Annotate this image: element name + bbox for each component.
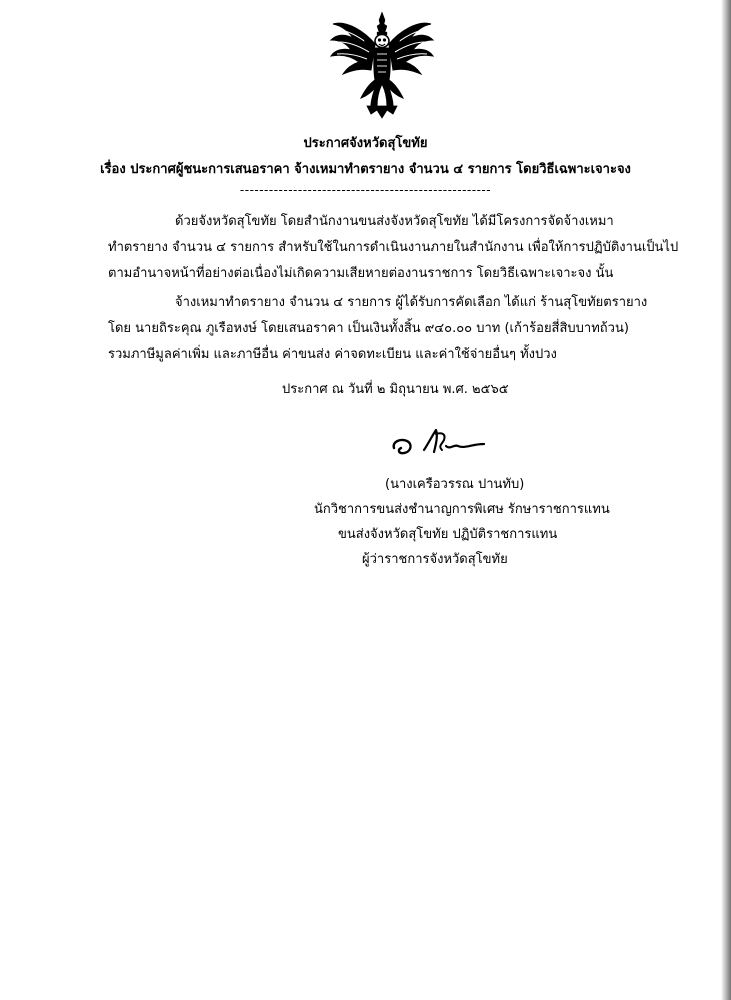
signatory-position-line: ขนส่งจังหวัดสุโขทัย ปฏิบัติราชการแทน [338,527,558,542]
scan-edge-shadow [721,0,731,1000]
paragraph-2-line: จ้างเหมาทำตรายาง จำนวน ๔ รายการ ผู้ได้รับการคัดเลือก ได้แก่ ร้านสุโขทัยตรายาง [175,295,648,310]
paragraph-1-line: ด้วยจังหวัดสุโขทัย โดยสำนักงานขนส่งจังหวัดสุโขทัย ได้มีโครงการจัดจ้างเหมา [175,214,614,229]
signatory-position-line: ผู้ว่าราชการจังหวัดสุโขทัย [362,552,508,567]
separator-line: ---------------------------------------------------- [239,183,492,197]
announcement-date: ประกาศ ณ วันที่ ๒ มิถุนายน พ.ศ. ๒๕๖๕ [282,382,509,397]
document-subject: เรื่อง ประกาศผู้ชนะการเสนอราคา จ้างเหมาทำตรายาง จำนวน ๔ รายการ โดยวิธีเฉพาะเจาะจง [100,162,631,177]
handwritten-signature [388,422,508,464]
paragraph-2-line: โดย นายถิระคุณ ภูเรือหงษ์ โดยเสนอราคา เป็นเงินทั้งสิ้น ๙๔๐.๐๐ บาท (เก้าร้อยสี่สิบบาทถ้วน) [108,321,629,336]
paragraph-2-line: รวมภาษีมูลค่าเพิ่ม และภาษีอื่น ค่าขนส่ง ค่าจดทะเบียน และค่าใช้จ่ายอื่นๆ ทั้งปวง [108,347,557,362]
document-title: ประกาศจังหวัดสุโขทัย [303,136,428,151]
garuda-emblem-icon [327,10,437,122]
signatory-name: (นางเครือวรรณ ปานทับ) [385,477,525,492]
paragraph-1-line: ตามอำนาจหน้าที่อย่างต่อเนื่องไม่เกิดความเสียหายต่องานราชการ โดยวิธีเฉพาะเจาะจง นั้น [108,266,614,281]
signatory-position-line: นักวิชาการขนส่งชำนาญการพิเศษ รักษาราชการแทน [314,502,610,517]
paragraph-1-line: ทำตรายาง จำนวน ๔ รายการ สำหรับใช้ในการดำเนินงานภายในสำนักงาน เพื่อให้การปฏิบัติงานเป็นไป [108,240,679,255]
